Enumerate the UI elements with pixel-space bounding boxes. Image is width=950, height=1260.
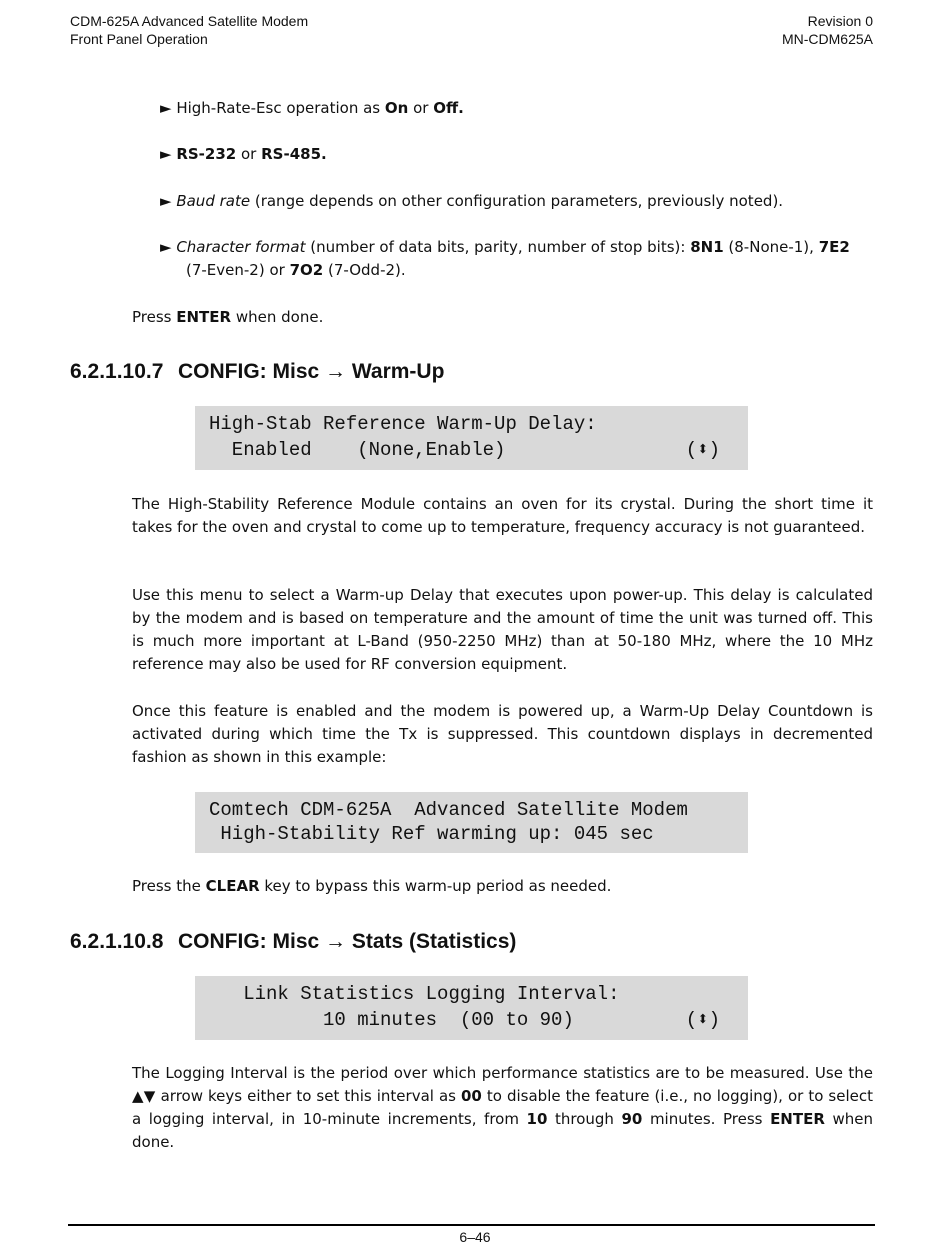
manual-title: CDM-625A Advanced Satellite Modem	[70, 13, 309, 29]
section-heading-warmup	[70, 360, 444, 384]
section-number: 6.2.1.10.7	[70, 360, 164, 383]
lcd-display-countdown	[195, 792, 748, 853]
option-off: Off.	[433, 99, 464, 117]
lcd-line-1: Comtech CDM-625A Advanced Satellite Modem	[209, 799, 688, 821]
paragraph-oven: The High-Stability Reference Module contains an oven for its crystal. During the short time it takes for the oven and crystal to come up to temperature, frequency accuracy is not guaranteed.	[132, 495, 873, 536]
press-enter-note	[132, 306, 873, 329]
format-7o2: 7O2	[289, 261, 324, 279]
document-number: MN-CDM625A	[781, 31, 873, 47]
paragraph-logging-interval	[132, 1062, 873, 1154]
bullet-text: (7-Even-2) or	[186, 261, 290, 279]
paragraph-text: to disable the feature (i.e., no logging), or to select a logging interval, in 10-minute increments, from	[132, 1087, 873, 1128]
section-number: 6.2.1.10.8	[70, 930, 164, 953]
note-text: key to bypass this warm-up period as needed.	[259, 877, 612, 895]
bullet-text: (8-None-1),	[723, 238, 819, 256]
note-text: when done.	[231, 308, 324, 326]
paragraph-text: when done.	[132, 1110, 873, 1151]
bullet-high-rate-esc	[160, 97, 875, 120]
option-rs485: RS-485.	[261, 145, 327, 163]
bullet-arrow-icon: ►	[160, 238, 172, 256]
option-rs232: RS-232	[176, 145, 237, 163]
lcd-display-stats	[195, 976, 748, 1040]
paragraph-countdown: Once this feature is enabled and the modem is powered up, a Warm-Up Delay Countdown is activated during which time the Tx is suppressed. This countdown displays in decremented fashion as shown in this example:	[132, 702, 873, 766]
bullet-arrow-icon: ►	[160, 145, 172, 163]
key-enter: ENTER	[176, 308, 232, 326]
note-text: Press	[132, 308, 177, 326]
value-90: 90	[621, 1110, 643, 1128]
section-title: CONFIG: Misc → Warm-Up	[178, 360, 445, 383]
section-title: CONFIG: Misc → Stats (Statistics)	[178, 930, 517, 953]
paragraph-text: through	[547, 1110, 622, 1128]
bullet-text: (range depends on other configuration parameters, previously noted).	[250, 192, 784, 210]
bullet-text: (number of data bits, parity, number of stop bits):	[305, 238, 691, 256]
paragraph-text: minutes. Press	[642, 1110, 771, 1128]
lcd-line-2	[195, 1007, 748, 1033]
press-clear-note	[132, 875, 873, 898]
bullet-character-format	[160, 236, 875, 282]
key-clear: CLEAR	[205, 877, 260, 895]
updown-arrows-icon: (⬍)	[685, 1009, 720, 1031]
term-character-format: Character format	[176, 238, 306, 256]
lcd-line-2-text: 10 minutes (00 to 90)	[209, 1009, 574, 1031]
bullet-baud-rate	[160, 190, 875, 213]
value-00: 00	[461, 1087, 482, 1105]
paragraph-text: The Logging Interval is the period over which performance statistics are to be measured. Use the ▲▼ arrow keys either to set this interval as	[132, 1064, 873, 1105]
key-enter: ENTER	[770, 1110, 825, 1128]
format-8n1: 8N1	[690, 238, 724, 256]
lcd-line-2: High-Stability Ref warming up: 045 sec	[209, 823, 654, 845]
value-10: 10	[526, 1110, 548, 1128]
bullet-text: (7-Odd-2).	[323, 261, 406, 279]
section-heading-stats	[70, 930, 516, 954]
bullet-text: or	[236, 145, 262, 163]
page-number: 6–46	[459, 1229, 491, 1245]
page-header-left	[70, 12, 308, 48]
page-header-right	[782, 12, 873, 48]
lcd-line-1: High-Stab Reference Warm-Up Delay:	[209, 413, 597, 435]
note-text: Press the	[132, 877, 206, 895]
lcd-line-2	[195, 437, 748, 463]
lcd-line-1: Link Statistics Logging Interval:	[209, 983, 620, 1005]
paragraph-warmup-delay: Use this menu to select a Warm-up Delay that executes upon power-up. This delay is calculated by the modem and is based on temperature and the amount of time the unit was turned off. This is much more important at L-Band (950-2250 MHz) than at 50-180 MHz, where the 10 MHz reference may also be used for RF conversion equipment.	[132, 586, 873, 673]
revision-label: Revision 0	[807, 13, 873, 29]
lcd-line-2-text: Enabled (None,Enable)	[209, 439, 506, 461]
bullet-arrow-icon: ►	[160, 99, 172, 117]
updown-arrows-icon: (⬍)	[685, 439, 720, 461]
bullet-text: High-Rate-Esc operation as	[176, 99, 385, 117]
footer-divider	[68, 1224, 875, 1226]
lcd-display-warmup	[195, 406, 748, 470]
bullet-arrow-icon: ►	[160, 192, 172, 210]
bullet-interface	[160, 143, 875, 166]
bullet-text: or	[408, 99, 434, 117]
term-baud-rate: Baud rate	[176, 192, 251, 210]
chapter-title: Front Panel Operation	[70, 31, 208, 47]
format-7e2: 7E2	[818, 238, 850, 256]
option-on: On	[384, 99, 409, 117]
